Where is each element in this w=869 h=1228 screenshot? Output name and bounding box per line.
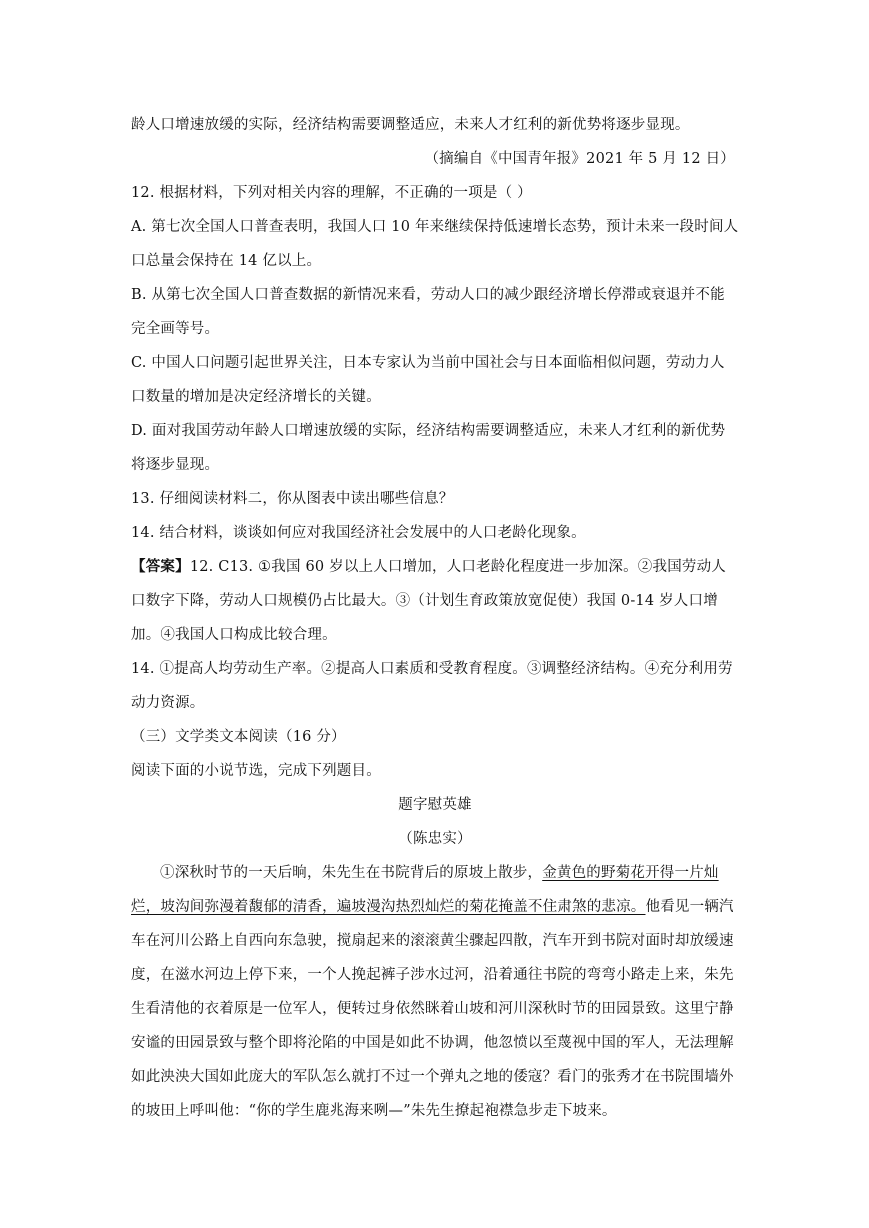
option-c: C. 中国人口问题引起世界关注，日本专家认为当前中国社会与日本面临相似问题，劳动力人口数量的增加是决定经济增长的关键。 (131, 355, 725, 405)
paragraph-continuation: 龄人口增速放缓的实际，经济结构需要调整适应，未来人才红利的新优势将逐步显现。 (131, 117, 690, 133)
question-14: 14. 结合材料，谈谈如何应对我国经济社会发展中的人口老龄化现象。 (131, 525, 586, 541)
answer-block (131, 550, 739, 652)
option-a: A. 第七次全国人口普查表明，我国人口 10 年来继续保持低速增长态势，预计未来一段时间人口总量会保持在 14 亿以上。 (131, 219, 739, 269)
reading-instruction: 阅读下面的小说节选，完成下列题目。 (131, 763, 381, 779)
story-title: 题字慰英雄 (398, 797, 472, 813)
question-13: 13. 仔细阅读材料二，你从图表中读出哪些信息？ (131, 491, 454, 507)
story-paragraph-1 (131, 856, 739, 1128)
source-citation: （摘编自《中国青年报》2021 年 5 月 12 日） (424, 151, 735, 167)
section-heading: （三）文学类文本阅读（16 分） (131, 729, 346, 745)
option-b: B. 从第七次全国人口普查数据的新情况来看，劳动人口的减少跟经济增长停滞或衰退并不能完全画等号。 (131, 287, 725, 337)
story-author: （陈忠实） (398, 831, 472, 847)
option-d: D. 面对我国劳动年龄人口增速放缓的实际，经济结构需要调整适应，未来人才红利的新优势将逐步显现。 (131, 423, 726, 473)
para1-underlined: 金黄色的野菊花开得一片灿烂，坡沟间弥漫着馥郁的清香，遍坡漫沟热烈灿烂的菊花掩盖不住肃煞的悲凉。 (131, 865, 719, 915)
answer-text: 12. C13. ①我国 60 岁以上人口增加，人口老龄化程度进一步加深。②我国劳动人口数字下降，劳动人口规模仍占比最大。③（计划生育政策放宽促使）我国 0-14 岁人口增加。④我国人口构成比较合理。 (131, 559, 727, 643)
answer-label: 【答案】 (131, 558, 190, 575)
para1-start: ①深秋时节的一天后晌，朱先生在书院背后的原坡上散步， (160, 865, 543, 881)
para1-rest: 他看见一辆汽车在河川公路上自西向东急驶，搅扇起来的滚滚黄尘骤起四散，汽车开到书院对面时却放缓速度，在滋水河边上停下来，一个人挽起裤子涉水过河，沿着通往书院的弯弯小路走上来，朱先生看清他的衣着原是一位军人，便转过身依然眯着山坡和河川深秋时节的田园景致。这里宁静安谧的田园景致与整个即将沦陷的中国是如此不协调，他忽愤以至蔑视中国的军人，无法理解如此泱泱大国如此庞大的军队怎么就打不过一个弹丸之地的倭寇？看门的张秀才在书院围墙外的坡田上呼叫他：“你的学生鹿兆海来咧—”朱先生撩起袍襟急步走下坡来。 (131, 899, 734, 1119)
document-body (131, 108, 739, 1128)
answer-14: 14. ①提高人均劳动生产率。②提高人口素质和受教育程度。③调整经济结构。④充分利用劳动力资源。 (131, 661, 733, 711)
question-12: 12. 根据材料，下列对相关内容的理解，不正确的一项是（ ） (131, 185, 532, 201)
